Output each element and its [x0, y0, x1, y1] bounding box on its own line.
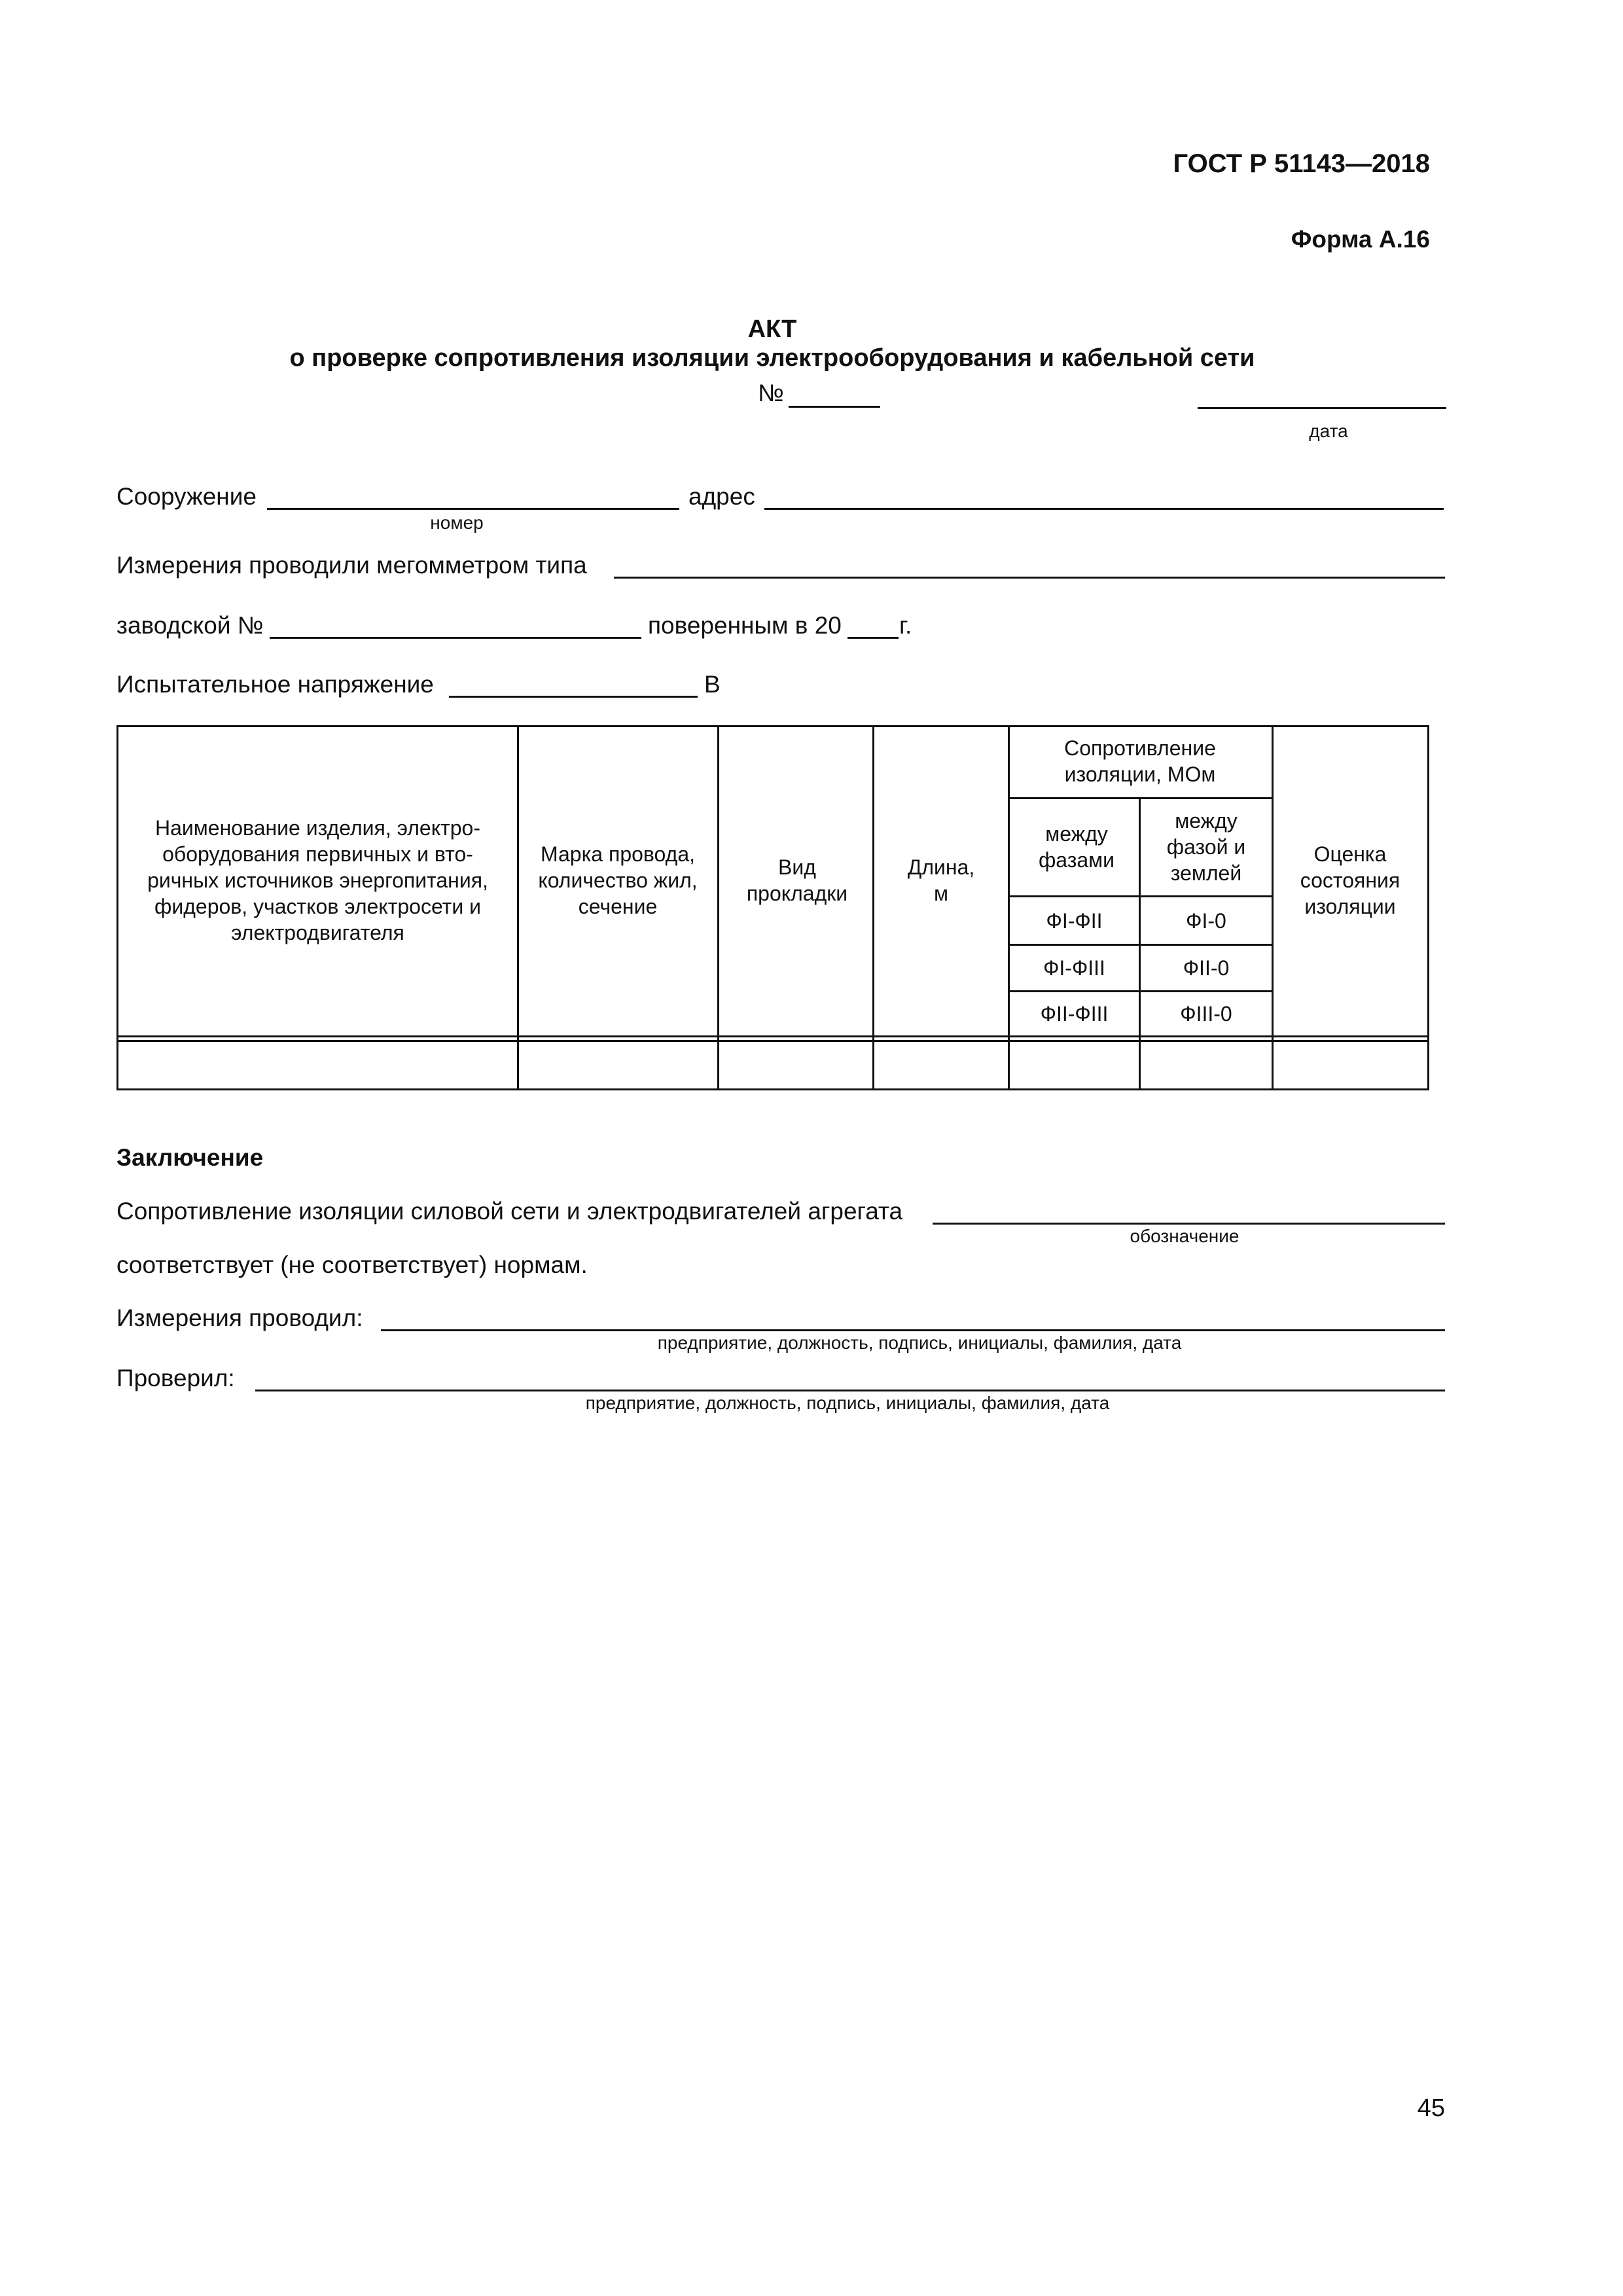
header-phase-ground: между фазой и землей	[1166, 809, 1246, 885]
data-cell-phase-ground[interactable]	[1141, 1042, 1272, 1088]
act-title: АКТ	[747, 315, 797, 343]
header-laying: Вид прокладки	[746, 855, 848, 905]
checked-by-field[interactable]	[255, 1390, 1445, 1391]
verified-label: поверенным в 20	[648, 612, 842, 639]
megohmmeter-label: Измерения проводили мегомметром типа	[116, 552, 587, 579]
structure-number-field[interactable]	[267, 508, 679, 510]
header-resistance: Сопротивление изоляции, МОм	[1064, 736, 1216, 786]
voltage-unit: В	[704, 671, 721, 698]
measured-by-field[interactable]	[381, 1329, 1445, 1331]
resistance-table	[116, 725, 1429, 1090]
header-wire: Марка провода, количество жил, сечение	[538, 842, 698, 918]
designation-field[interactable]	[933, 1223, 1445, 1225]
phase-ground-cell: ФII-0	[1183, 956, 1230, 980]
date-hint: дата	[1309, 421, 1348, 441]
voltage-label: Испытательное напряжение	[116, 671, 434, 698]
act-subtitle: о проверке сопротивления изоляции электрооборудования и кабельной сети	[289, 344, 1255, 372]
verified-year-field[interactable]	[847, 637, 899, 639]
phase-ground-cell: ФI-0	[1186, 908, 1226, 933]
measured-by-label: Измерения проводил:	[116, 1304, 363, 1331]
year-suffix: г.	[899, 612, 912, 639]
data-cell-name[interactable]	[118, 1042, 517, 1088]
conclusion-resistance-label: Сопротивление изоляции силовой сети и электродвигателей агрегата	[116, 1198, 903, 1225]
data-cell-length[interactable]	[874, 1042, 1008, 1088]
table-border-bottom	[116, 1088, 1429, 1090]
data-cell-laying[interactable]	[719, 1042, 872, 1088]
checked-by-hint: предприятие, должность, подпись, инициалы, фамилия, дата	[585, 1393, 1110, 1413]
act-date-field[interactable]	[1198, 407, 1446, 409]
header-between-phases: между фазами	[1038, 822, 1115, 872]
data-cell-between-phases[interactable]	[1010, 1042, 1139, 1088]
serial-number-field[interactable]	[270, 637, 641, 639]
designation-hint: обозначение	[1130, 1226, 1240, 1246]
standard-code: ГОСТ Р 51143—2018	[1173, 149, 1430, 178]
compliance-text: соответствует (не соответствует) нормам.	[116, 1251, 588, 1278]
phase-ground-cell: ФIII-0	[1180, 1002, 1232, 1026]
header-name: Наименование изделия, электро-оборудования первичных и вто-ричных источников энергопитания, фидеров, участков электросети и электродвигателя	[147, 816, 488, 944]
act-number-label: №	[758, 380, 784, 406]
header-length: Длина, м	[907, 855, 975, 905]
page-number: 45	[1417, 2094, 1445, 2122]
data-cell-wire[interactable]	[519, 1042, 717, 1088]
voltage-field[interactable]	[449, 696, 698, 698]
header-assessment: Оценка состояния изоляции	[1300, 842, 1400, 918]
form-label: Форма А.16	[1291, 226, 1430, 253]
phase-pair-cell: ФI-ФIII	[1043, 956, 1105, 980]
serial-label: заводской №	[116, 612, 264, 639]
table-header-divider	[116, 1035, 1429, 1037]
conclusion-heading: Заключение	[116, 1144, 264, 1171]
address-field[interactable]	[764, 508, 1444, 510]
structure-hint: номер	[430, 512, 484, 533]
phase-pair-cell: ФI-ФII	[1046, 908, 1103, 933]
act-number-field[interactable]	[789, 406, 880, 408]
data-cell-assessment[interactable]	[1274, 1042, 1427, 1088]
measured-by-hint: предприятие, должность, подпись, инициалы, фамилия, дата	[657, 1333, 1182, 1353]
checked-by-label: Проверил:	[116, 1365, 235, 1391]
megohmmeter-type-field[interactable]	[614, 577, 1445, 579]
phase-pair-cell: ФII-ФIII	[1040, 1002, 1109, 1026]
structure-label: Сооружение	[116, 483, 257, 510]
address-label: адрес	[688, 483, 755, 510]
